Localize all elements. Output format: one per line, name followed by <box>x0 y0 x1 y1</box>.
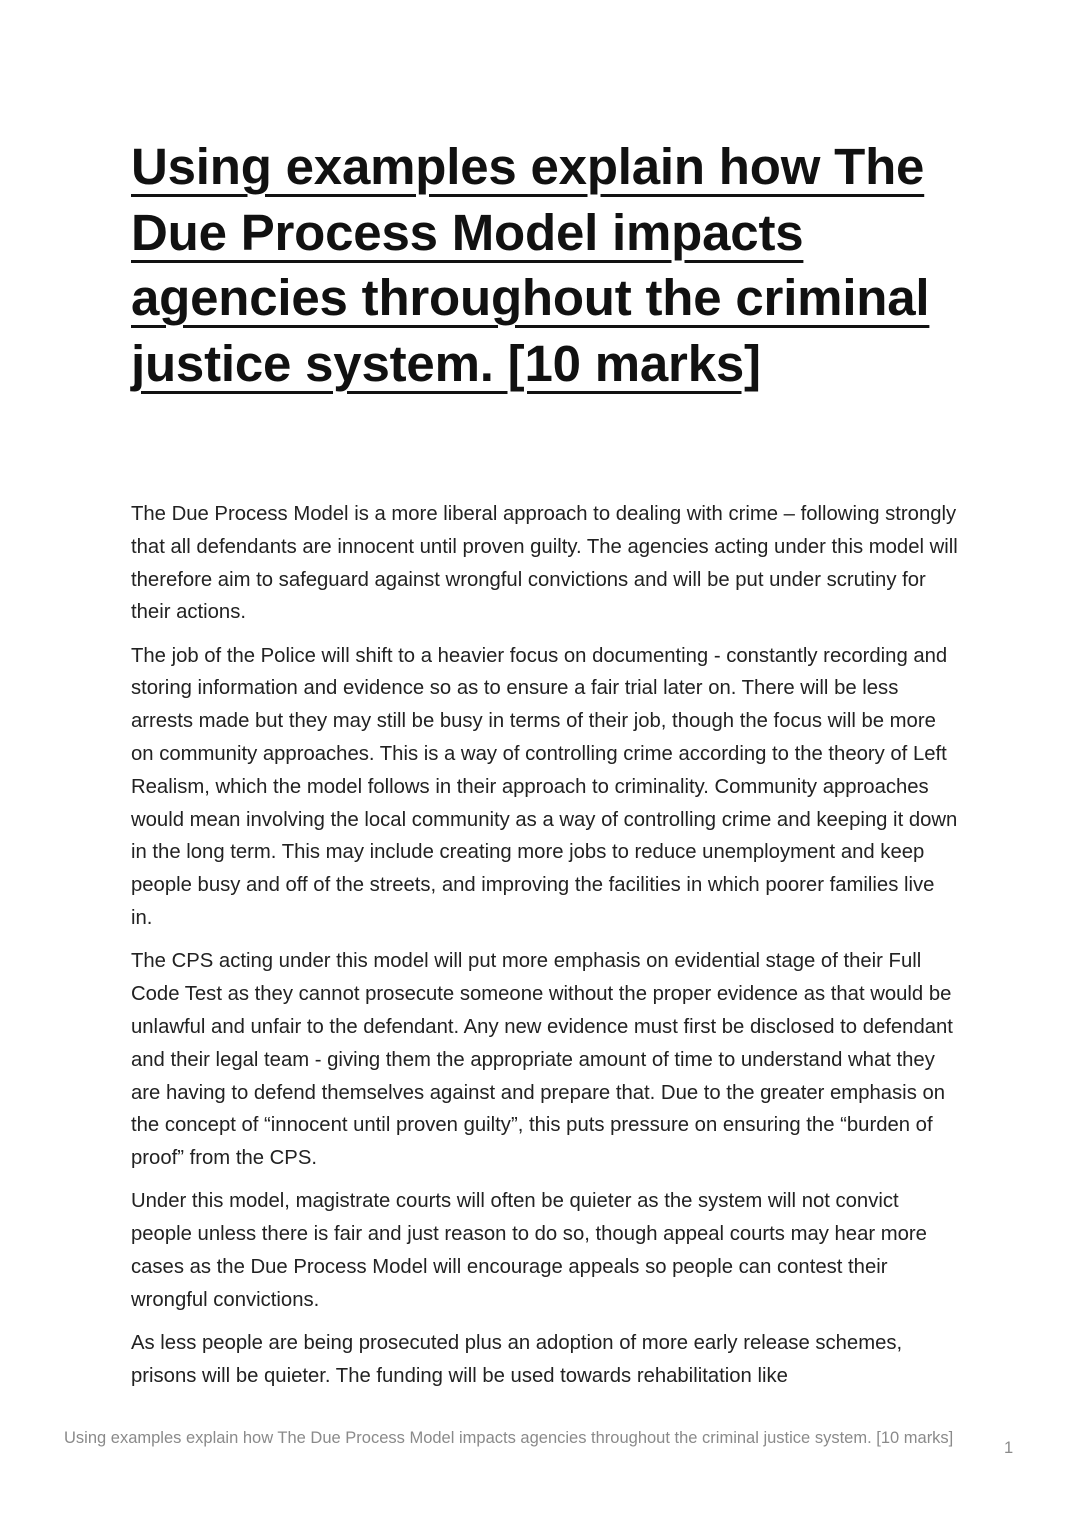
document-title <box>131 134 961 396</box>
paragraph-intro: The Due Process Model is a more liberal approach to dealing with crime – following strongly that all defendants are innocent until proven guilty. The agencies acting under this model will therefore aim to safeguard against wrongful convictions and will be put under scrutiny for their actions. <box>131 503 958 624</box>
paragraph-cps: The CPS acting under this model will put more emphasis on evidential stage of their Full Code Test as they cannot prosecute someone without the proper evidence as that would be unlawful and unfair to the defendant. Any new evidence must first be disclosed to defendant and their legal team - giving them the appropriate amount of time to understand what they are having to defend themselves against and prepare that. Due to the greater emphasis on the concept of “innocent until proven guilty”, this puts pressure on ensuring the “burden of proof” from the CPS. <box>131 950 953 1170</box>
paragraph-courts: Under this model, magistrate courts will often be quieter as the system will not convict people unless there is fair and just reason to do so, though appeal courts may hear more cases as the Due Process Model will encourage appeals so people can contest their wrongful convictions. <box>131 1190 927 1311</box>
document-body <box>131 498 961 1403</box>
page-footer-running-title: Using examples explain how The Due Process Model impacts agencies throughout the criminal justice system. [10 marks] <box>64 1429 954 1447</box>
page-number: 1 <box>1004 1439 1014 1457</box>
paragraph-prisons: As less people are being prosecuted plus an adoption of more early release schemes, prisons will be quieter. The funding will be used towards rehabilitation like <box>131 1332 903 1387</box>
document-title-text: Using examples explain how The Due Process Model impacts agencies throughout the criminal justice system. [10 marks] <box>131 138 930 392</box>
paragraph-police: The job of the Police will shift to a heavier focus on documenting - constantly recording and storing information and evidence so as to ensure a fair trial later on. There will be less arrests made but they may still be busy in terms of their job, though the focus will be more on community approaches. This is a way of controlling crime according to the theory of Left Realism, which the model follows in their approach to criminality. Community approaches would mean involving the local community as a way of controlling crime and keeping it down in the long term. This may include creating more jobs to reduce unemployment and keep people busy and off of the streets, and improving the facilities in which poorer families live in. <box>131 644 958 930</box>
